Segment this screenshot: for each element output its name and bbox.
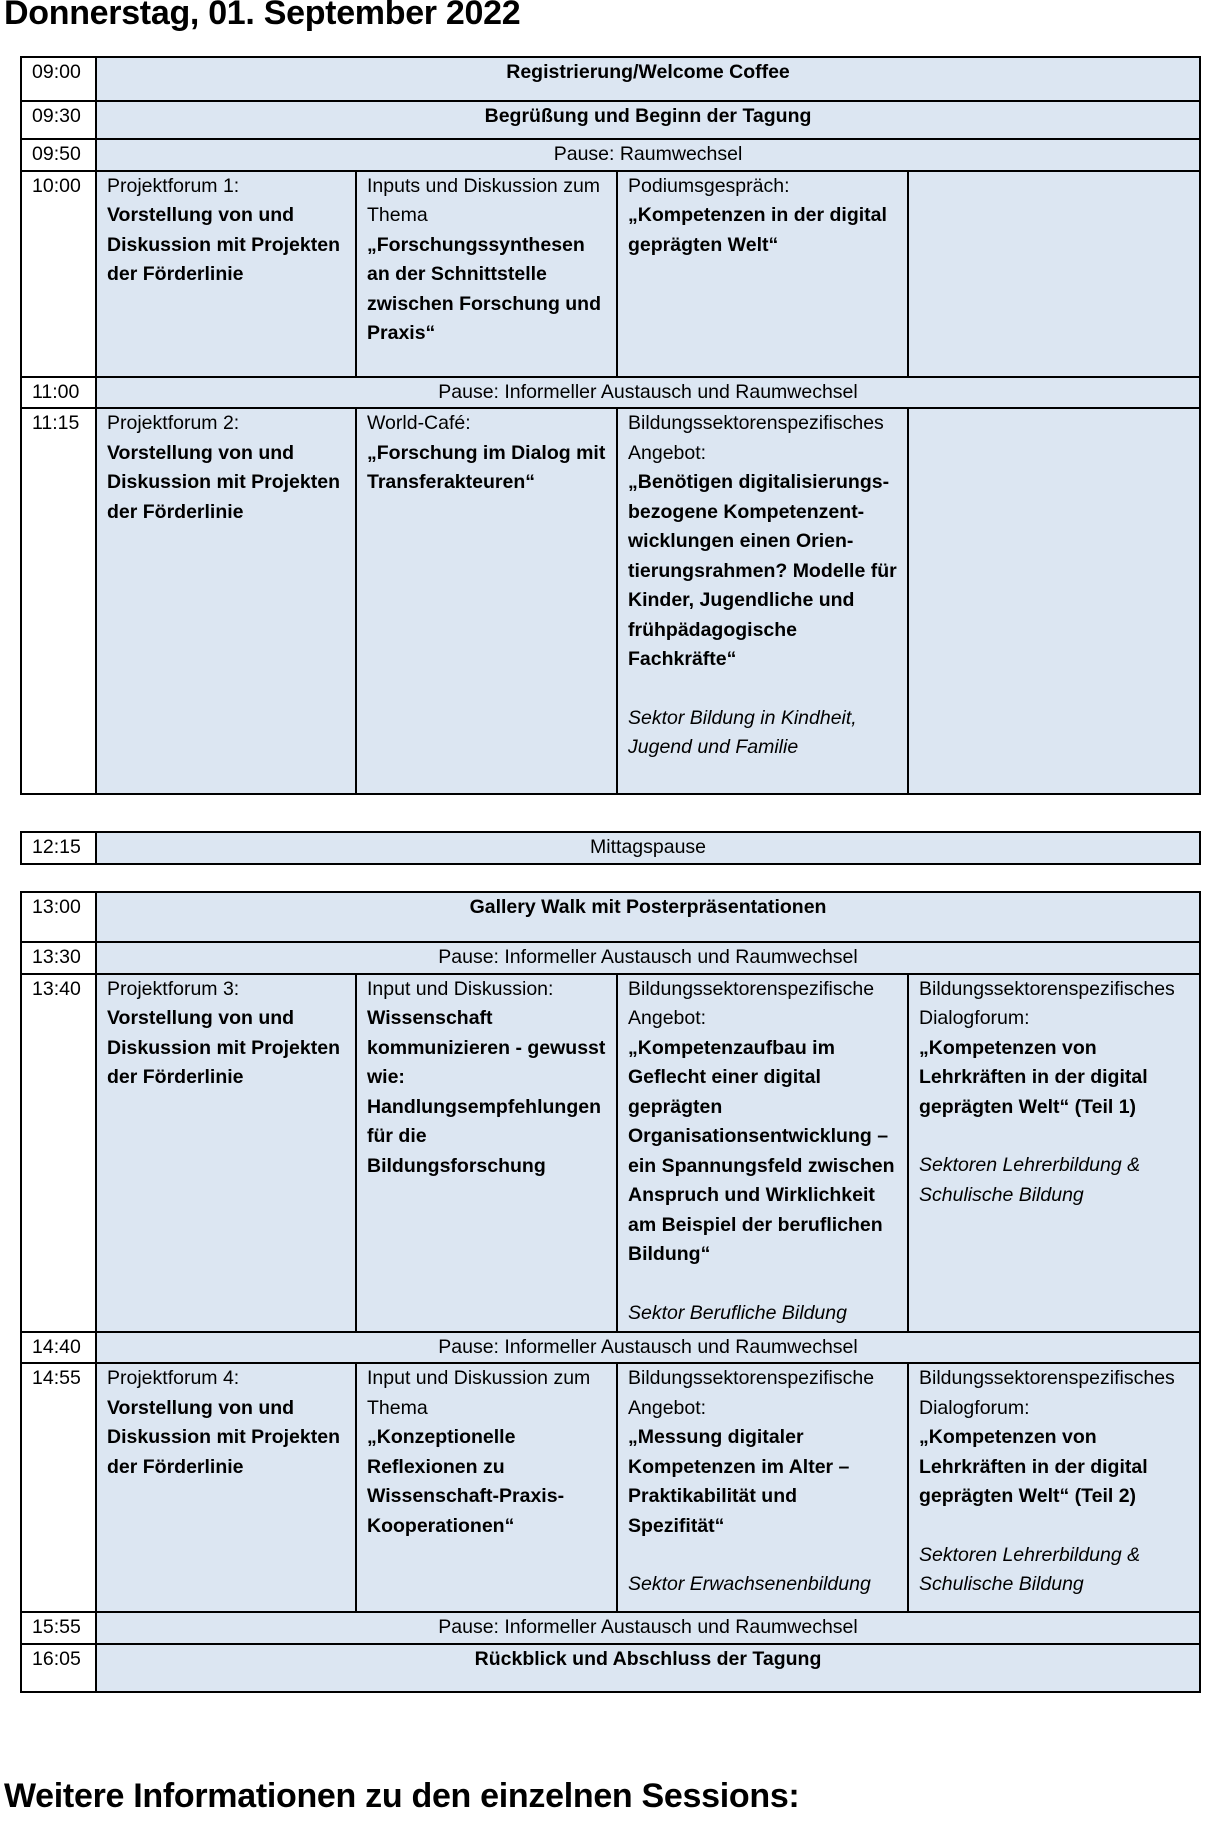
schedule-row (21, 171, 1200, 377)
session-cell (356, 171, 617, 377)
break-cell: Pause: Informeller Austausch und Raumwechsel (96, 1332, 1200, 1364)
schedule-row (21, 57, 1200, 101)
session-label: Projektforum 2: (107, 412, 240, 434)
session-cell (617, 1363, 908, 1612)
schedule-row (21, 1332, 1200, 1364)
break-cell: Pause: Informeller Austausch und Raumwechsel (96, 1612, 1200, 1644)
session-title: „Konzeptionelle Reflexionen zu Wissenschaft-Praxis-Kooperationen“ (367, 1426, 565, 1537)
session-sector: Sektoren Lehrerbildung & Schulische Bildung (919, 1543, 1141, 1595)
schedule-row (21, 1612, 1200, 1644)
page-title: Donnerstag, 01. September 2022 (4, 0, 521, 32)
session-label: Bildungssektorenspezifische Angebot: (628, 1367, 875, 1419)
session-label: Podiumsgespräch: (628, 174, 790, 197)
session-cell (908, 974, 1200, 1332)
break-cell: Pause: Informeller Austausch und Raumwechsel (96, 377, 1200, 409)
session-cell (96, 1363, 356, 1612)
session-cell (356, 408, 617, 794)
time-cell: 09:00 (21, 57, 96, 101)
plenary-cell: Rückblick und Abschluss der Tagung (96, 1644, 1200, 1692)
time-cell: 10:00 (21, 171, 96, 377)
schedule-row (21, 832, 1200, 864)
time-cell: 11:00 (21, 377, 96, 409)
schedule-row (21, 101, 1200, 139)
session-sector: Sektoren Lehrerbildung & Schulische Bildung (919, 1154, 1141, 1206)
schedule-row (21, 892, 1200, 942)
session-cell (96, 408, 356, 794)
session-title: „Messung digitaler Kompetenzen im Alter – Praktikabilität und Spezifität“ (628, 1426, 850, 1537)
time-cell: 15:55 (21, 1612, 96, 1644)
empty-cell (908, 408, 1200, 794)
session-sector: Sektor Erwachsenenbildung (628, 1573, 871, 1595)
time-cell: 13:40 (21, 974, 96, 1332)
session-cell (617, 171, 908, 377)
time-cell: 13:30 (21, 942, 96, 974)
break-cell: Pause: Raumwechsel (96, 139, 1200, 171)
session-cell (908, 1363, 1200, 1612)
break-cell: Mittagspause (96, 832, 1200, 864)
session-title: „Kompetenzen von Lehrkräften in der digital geprägten Welt“ (Teil 2) (919, 1426, 1148, 1507)
empty-cell (908, 171, 1200, 377)
plenary-cell: Begrüßung und Beginn der Tagung (96, 101, 1200, 139)
session-cell (617, 408, 908, 794)
schedule-row (21, 1363, 1200, 1612)
time-cell: 13:00 (21, 892, 96, 942)
time-cell: 12:15 (21, 832, 96, 864)
session-label: Bildungssektorenspezifisches Dialogforum: (919, 977, 1175, 1029)
schedule-table-afternoon (20, 891, 1201, 1693)
session-sector: Sektor Berufliche Bildung (628, 1301, 847, 1324)
session-title: Wissenschaft kommunizieren - gewusst wie: Handlungsempfehlungen für die Bildungsforschung (367, 1007, 606, 1177)
session-cell (96, 171, 356, 377)
break-cell: Pause: Informeller Austausch und Raumwechsel (96, 942, 1200, 974)
sessions-heading: Weitere Informationen zu den einzelnen Sessions: (4, 1777, 800, 1815)
session-label: Bildungssektorenspezifisches Angebot: (628, 412, 884, 464)
schedule-table-lunch (20, 831, 1201, 865)
session-title: Vorstellung von und Diskussion mit Projekten der Förderlinie (107, 441, 340, 523)
session-label: Projektforum 3: (107, 977, 240, 1000)
schedule-row (21, 139, 1200, 171)
schedule-row (21, 974, 1200, 1332)
schedule-row (21, 942, 1200, 974)
schedule-row (21, 377, 1200, 409)
session-cell (356, 1363, 617, 1612)
session-label: World-Café: (367, 412, 471, 434)
schedule-table-morning (20, 56, 1201, 795)
session-title: Vorstellung von und Diskussion mit Projekten der Förderlinie (107, 204, 340, 285)
session-cell (96, 974, 356, 1332)
time-cell: 14:55 (21, 1363, 96, 1612)
plenary-cell: Gallery Walk mit Posterpräsentationen (96, 892, 1200, 942)
schedule-row (21, 1644, 1200, 1692)
session-cell (617, 974, 908, 1332)
session-label: Input und Diskussion: (367, 977, 554, 1000)
time-cell: 09:30 (21, 101, 96, 139)
session-title: „Forschung im Dialog mit Transferakteuren“ (367, 441, 606, 493)
session-title: „Benötigen digitalisierungs-bezogene Kompetenzent-wicklungen einen Orien-tierungsrahmen? Modelle für Kinder, Jugendliche und frühpädagogische Fachkräfte“ (628, 471, 897, 670)
session-title: Vorstellung von und Diskussion mit Projekten der Förderlinie (107, 1007, 340, 1088)
session-label: Inputs und Diskussion zum Thema (367, 174, 601, 226)
session-cell (356, 974, 617, 1332)
time-cell: 14:40 (21, 1332, 96, 1364)
session-sector: Sektor Bildung in Kindheit, Jugend und Familie (628, 706, 857, 758)
session-label: Input und Diskussion zum Thema (367, 1367, 591, 1419)
time-cell: 09:50 (21, 139, 96, 171)
time-cell: 11:15 (21, 408, 96, 794)
session-label: Bildungssektorenspezifisches Dialogforum: (919, 1367, 1175, 1419)
session-label: Projektforum 1: (107, 174, 240, 197)
session-label: Bildungssektorenspezifische Angebot: (628, 977, 875, 1029)
time-cell: 16:05 (21, 1644, 96, 1692)
session-label: Projektforum 4: (107, 1367, 240, 1389)
plenary-cell: Registrierung/Welcome Coffee (96, 57, 1200, 101)
session-title: „Kompetenzen in der digital geprägten Welt“ (628, 204, 887, 256)
session-title: „Kompetenzen von Lehrkräften in der digital geprägten Welt“ (Teil 1) (919, 1036, 1148, 1118)
schedule-row (21, 408, 1200, 794)
session-title: „Forschungssynthesen an der Schnittstelle zwischen Forschung und Praxis“ (367, 233, 602, 344)
session-title: Vorstellung von und Diskussion mit Projekten der Förderlinie (107, 1396, 340, 1478)
session-title: „Kompetenzaufbau im Geflecht einer digital geprägten Organisationsentwicklung – ein Spannungsfeld zwischen Anspruch und Wirklichkeit am Beispiel der beruflichen Bildung“ (628, 1036, 895, 1265)
